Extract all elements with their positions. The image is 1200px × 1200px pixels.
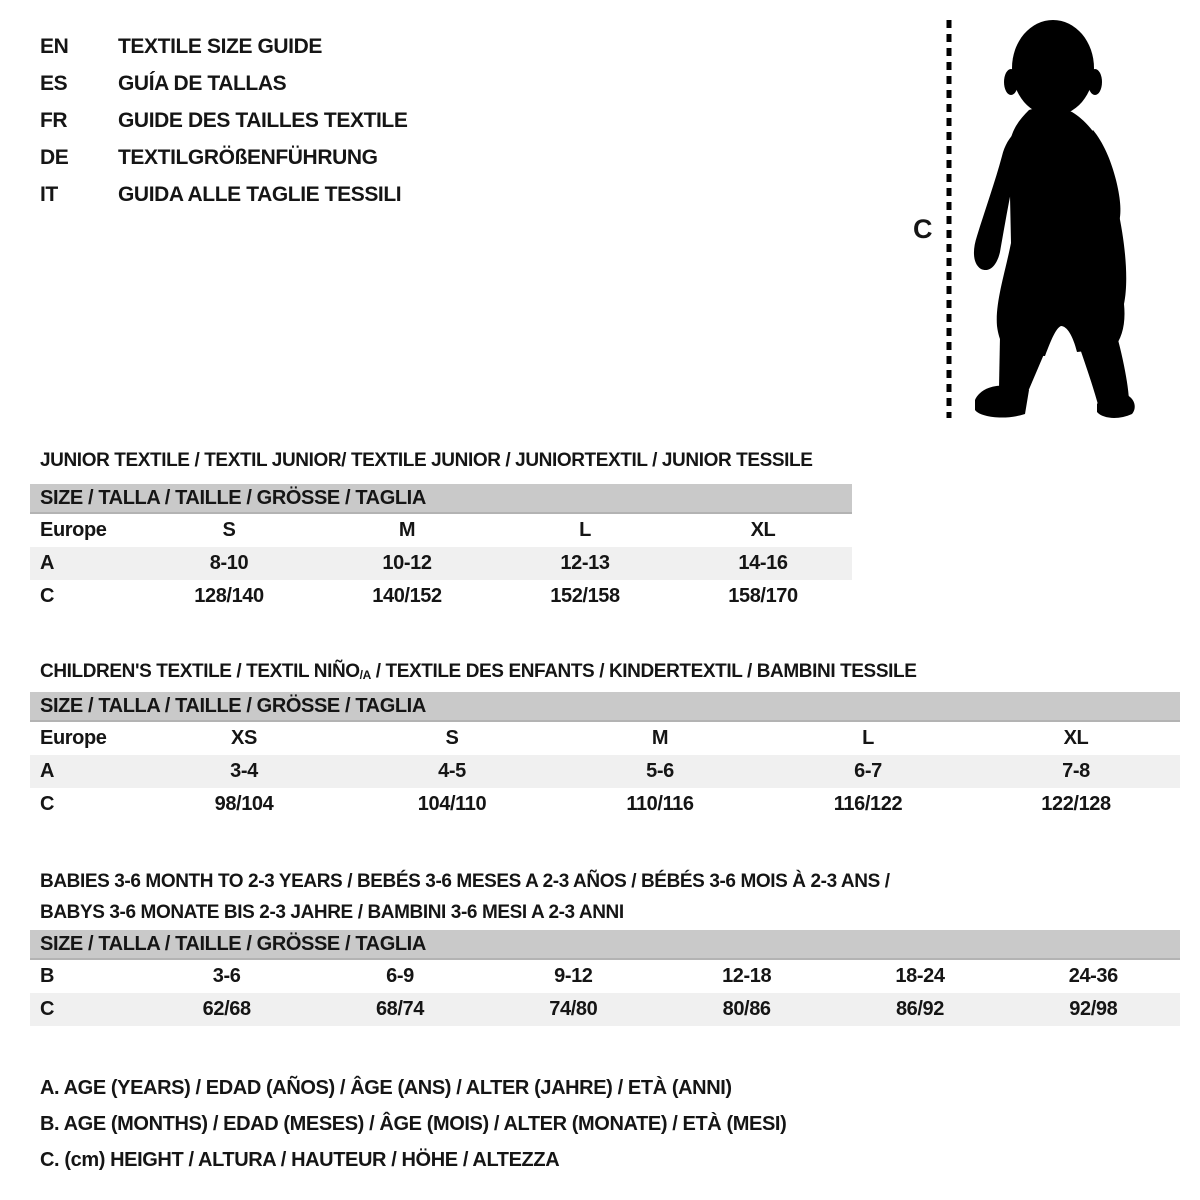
size-cell: XS xyxy=(231,727,257,749)
age-cell: 6-9 xyxy=(386,965,414,987)
age-cell: 12-13 xyxy=(560,552,610,574)
size-cell: M xyxy=(651,727,669,749)
children-title-rest: / TEXTILE DES ENFANTS / KINDERTEXTIL / BAMBINI TESSILE xyxy=(370,660,917,682)
table-row xyxy=(30,755,1180,788)
row-label: Europe xyxy=(40,519,107,541)
language-code: IT xyxy=(40,183,58,206)
age-cell: 10-12 xyxy=(382,552,432,574)
language-row xyxy=(40,65,407,102)
babies-section-title xyxy=(40,866,890,928)
age-cell: 18-24 xyxy=(895,965,945,987)
guide-title: GUIDA ALLE TAGLIE TESSILI xyxy=(118,183,402,206)
row-label: Europe xyxy=(40,727,107,749)
row-label: C xyxy=(40,998,55,1020)
children-title-sub: /A xyxy=(359,667,371,682)
guide-title: GUÍA DE TALLAS xyxy=(118,72,287,95)
age-cell: 8-10 xyxy=(209,552,249,574)
table-row xyxy=(30,960,1180,993)
row-label: C xyxy=(40,585,55,607)
age-cell: 5-6 xyxy=(646,760,674,782)
guide-title: TEXTILGRÖßENFÜHRUNG xyxy=(118,146,378,169)
row-label: B xyxy=(40,965,55,987)
size-cell: S xyxy=(222,519,236,541)
language-row xyxy=(40,176,407,213)
size-cell: XL xyxy=(750,519,776,541)
age-cell: 3-6 xyxy=(212,965,241,987)
children-section-title xyxy=(40,661,916,686)
table-row xyxy=(30,580,852,613)
table-size-header: SIZE / TALLA / TAILLE / GRÖSSE / TAGLIA xyxy=(30,930,1180,960)
legend-height-cm: C. (cm) HEIGHT / ALTURA / HAUTEUR / HÖHE / ALTEZZA xyxy=(40,1149,560,1171)
age-cell: 4-5 xyxy=(438,760,466,782)
language-row xyxy=(40,139,407,176)
height-cell: 86/92 xyxy=(895,998,944,1020)
table-row xyxy=(30,547,852,580)
table-size-header: SIZE / TALLA / TAILLE / GRÖSSE / TAGLIA xyxy=(30,692,1180,722)
height-cell: 110/116 xyxy=(626,793,694,815)
age-cell: 14-16 xyxy=(738,552,788,574)
babies-title-line1: BABIES 3-6 MONTH TO 2-3 YEARS / BEBÉS 3-6 MESES A 2-3 AÑOS / BÉBÉS 3-6 MOIS À 2-3 ANS / xyxy=(40,870,890,892)
row-label: A xyxy=(40,760,55,782)
junior-section-title: JUNIOR TEXTILE / TEXTIL JUNIOR/ TEXTILE JUNIOR / JUNIORTEXTIL / JUNIOR TESSILE xyxy=(40,449,813,471)
height-cell: 140/152 xyxy=(372,585,442,607)
height-cell: 62/68 xyxy=(202,998,251,1020)
babies-title-line2: BABYS 3-6 MONATE BIS 2-3 JAHRE / BAMBINI 3-6 MESI A 2-3 ANNI xyxy=(40,901,624,923)
height-measure-label: C xyxy=(913,214,933,244)
height-cell: 116/122 xyxy=(833,793,903,815)
table-row xyxy=(30,722,1180,755)
age-cell: 9-12 xyxy=(554,965,593,987)
age-cell: 7-8 xyxy=(1062,760,1090,782)
height-cell: 92/98 xyxy=(1069,998,1118,1020)
babies-size-table xyxy=(30,930,1180,1026)
children-title-main: CHILDREN'S TEXTILE / TEXTIL NIÑO xyxy=(40,660,360,682)
height-cell: 80/86 xyxy=(722,998,771,1020)
legend-age-years: A. AGE (YEARS) / EDAD (AÑOS) / ÂGE (ANS) / ALTER (JAHRE) / ETÀ (ANNI) xyxy=(40,1077,732,1099)
size-cell: S xyxy=(445,727,459,749)
height-cell: 158/170 xyxy=(728,585,798,607)
age-cell: 24-36 xyxy=(1068,965,1118,987)
age-cell: 3-4 xyxy=(230,760,258,782)
size-cell: L xyxy=(579,519,591,541)
table-size-header: SIZE / TALLA / TAILLE / GRÖSSE / TAGLIA xyxy=(30,484,852,514)
guide-title: GUIDE DES TAILLES TEXTILE xyxy=(118,109,408,132)
height-cell: 74/80 xyxy=(549,998,598,1020)
language-code: DE xyxy=(40,146,69,169)
height-cell: 98/104 xyxy=(214,793,274,815)
height-cell: 122/128 xyxy=(1041,793,1111,815)
guide-title: TEXTILE SIZE GUIDE xyxy=(118,35,322,58)
language-code: FR xyxy=(40,109,68,132)
row-label: A xyxy=(40,552,55,574)
height-cell: 104/110 xyxy=(417,793,487,815)
age-cell: 6-7 xyxy=(854,760,882,782)
junior-size-table xyxy=(30,484,852,613)
age-cell: 12-18 xyxy=(722,965,772,987)
language-code: EN xyxy=(40,35,69,58)
legend-age-months: B. AGE (MONTHS) / EDAD (MESES) / ÂGE (MOIS) / ALTER (MONATE) / ETÀ (MESI) xyxy=(40,1113,787,1135)
measure-legend xyxy=(40,1070,786,1178)
table-row xyxy=(30,788,1180,821)
table-row xyxy=(30,993,1180,1026)
row-label: C xyxy=(40,793,55,815)
language-code: ES xyxy=(40,72,68,95)
height-cell: 128/140 xyxy=(194,585,264,607)
language-row xyxy=(40,28,407,65)
height-measure-figure xyxy=(903,14,1153,429)
language-title-list xyxy=(40,28,407,213)
height-cell: 68/74 xyxy=(375,998,425,1020)
size-cell: M xyxy=(398,519,416,541)
height-cell: 152/158 xyxy=(550,585,620,607)
size-cell: XL xyxy=(1063,727,1089,749)
children-size-table xyxy=(30,692,1180,821)
toddler-silhouette-icon xyxy=(903,14,1153,429)
language-row xyxy=(40,102,407,139)
size-cell: L xyxy=(862,727,874,749)
table-row xyxy=(30,514,852,547)
